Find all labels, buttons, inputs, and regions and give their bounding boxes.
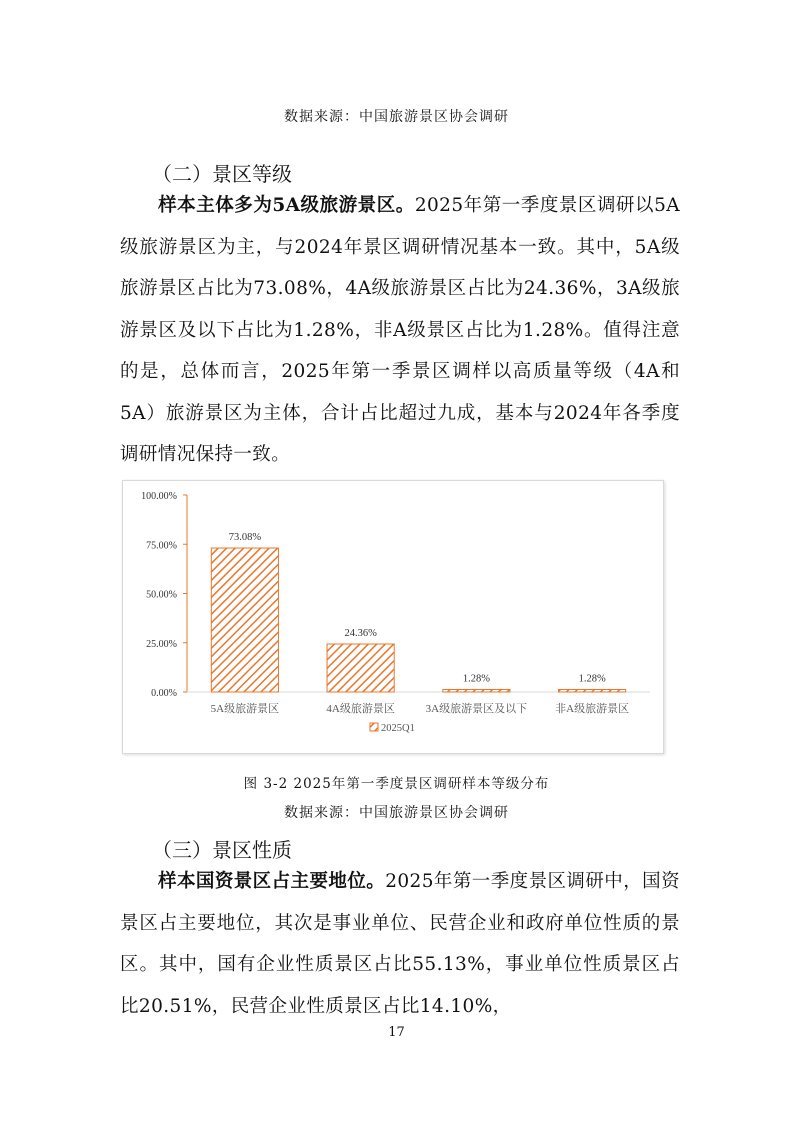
data-label: 24.36% [344, 628, 377, 640]
figure-caption: 图 3-2 2025年第一季度景区调研样本等级分布 [243, 776, 550, 792]
paragraph-body: 2025年第一季度景区调研中，国资景区占主要地位，其次是事业单位、民营企业和政府单位性质的景区。其中，国有企业性质景区占比55.13%，事业单位性质景区占比20.51%，民营企业性质景区占比14.10%， [120, 871, 680, 1017]
y-tick-label: 0.00% [151, 688, 177, 699]
legend-swatch [370, 723, 378, 731]
y-tick-label: 100.00% [141, 491, 177, 502]
page-number: 17 [388, 1025, 405, 1040]
section-heading-level: （二）景区等级 [152, 162, 292, 186]
y-tick-label: 25.00% [146, 638, 177, 650]
y-tick-label: 50.00% [146, 589, 177, 601]
bar-chart [123, 481, 663, 753]
paragraph-body: 2025年第一季度景区调研以5A级旅游景区为主，与2024年景区调研情况基本一致。其中，5A级旅游景区占比为73.08%，4A级旅游景区占比为24.36%，3A级旅游景区及以下占比为1.28%，非A级景区占比为1.28%。值得注意的是，总体而言，2025年第一季景区调样以高质量等级（4A和5A）旅游景区为主体，合计占比超过九成，基本与2024年各季度调研情况保持一致。 [120, 195, 681, 465]
data-label: 1.28% [578, 673, 606, 685]
bar-2 [327, 644, 394, 692]
top-source-note: 数据来源：中国旅游景区协会调研 [284, 109, 509, 125]
paragraph-lead: 样本主体多为5A级旅游景区。 [158, 195, 415, 216]
x-tick-label: 3A级旅游景区及以下 [425, 703, 528, 715]
data-label: 1.28% [462, 673, 490, 685]
bar-4 [559, 689, 626, 692]
bar-3 [443, 689, 510, 692]
section-heading-nature: （三）景区性质 [152, 838, 292, 862]
paragraph-lead: 样本国资景区占主要地位。 [158, 871, 386, 892]
x-tick-label: 5A级旅游景区 [210, 703, 280, 715]
figure-source-note: 数据来源：中国旅游景区协会调研 [284, 805, 509, 821]
paragraph-level [120, 185, 680, 476]
x-tick-label: 4A级旅游景区 [326, 703, 395, 715]
x-tick-label: 非A级旅游景区 [555, 703, 630, 715]
legend-label: 2025Q1 [381, 723, 415, 734]
chart-frame [122, 480, 664, 754]
data-label: 73.08% [228, 532, 262, 544]
y-tick-label: 75.00% [146, 540, 177, 552]
bar-1 [211, 548, 278, 692]
paragraph-nature [120, 861, 680, 1027]
